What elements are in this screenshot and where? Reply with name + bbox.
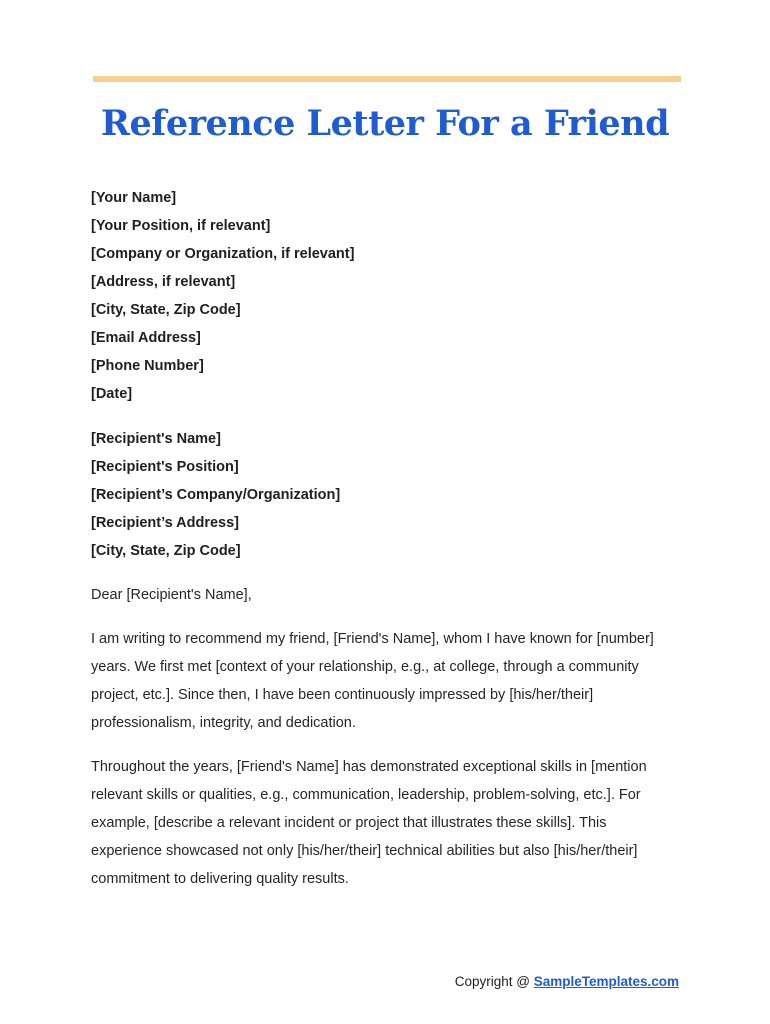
paragraph-1-line: I am writing to recommend my friend, [Friend's Name], whom I have known for [number] [91, 631, 654, 647]
salutation [91, 581, 691, 609]
paragraph-2-line: experience showcased not only [his/her/their] technical abilities but also [his/her/their] [91, 843, 638, 859]
letter-date: [Date] [91, 386, 133, 402]
sample-templates-link[interactable]: SampleTemplates.com [533, 974, 679, 989]
sender-city-state-zip: [City, State, Zip Code] [91, 302, 241, 318]
sender-name: [Your Name] [91, 190, 177, 206]
sender-phone: [Phone Number] [91, 358, 204, 374]
paragraph-2-line: example, [describe a relevant incident or project that illustrates these skills]. This [91, 815, 607, 831]
recipient-position: [Recipient's Position] [91, 459, 239, 475]
page-title: Reference Letter For a Friend [100, 103, 670, 144]
paragraph-1-line: project, etc.]. Since then, I have been continuously impressed by [his/her/their] [91, 687, 594, 703]
paragraph-1-line: professionalism, integrity, and dedication. [91, 715, 356, 731]
recipient-address: [Recipient’s Address] [91, 515, 239, 531]
paragraph-2 [91, 753, 691, 893]
sender-email: [Email Address] [91, 330, 201, 346]
sender-company: [Company or Organization, if relevant] [91, 246, 355, 262]
recipient-name: [Recipient's Name] [91, 431, 221, 447]
recipient-block [91, 425, 691, 565]
sender-address: [Address, if relevant] [91, 274, 236, 290]
copyright-footer [455, 972, 679, 992]
salutation-text: Dear [Recipient's Name], [91, 587, 252, 603]
paragraph-1 [91, 625, 691, 737]
sender-position: [Your Position, if relevant] [91, 218, 271, 234]
paragraph-2-line: commitment to delivering quality results. [91, 871, 349, 887]
paragraph-2-line: relevant skills or qualities, e.g., communication, leadership, problem-solving, etc.]. For [91, 787, 641, 803]
sender-block [91, 184, 691, 408]
copyright-text: Copyright @ [454, 974, 534, 989]
paragraph-1-line: years. We first met [context of your relationship, e.g., at college, through a community [91, 659, 639, 675]
recipient-city-state-zip: [City, State, Zip Code] [91, 543, 241, 559]
paragraph-2-line: Throughout the years, [Friend's Name] has demonstrated exceptional skills in [mention [91, 759, 647, 775]
recipient-company: [Recipient’s Company/Organization] [91, 487, 341, 503]
top-accent-bar [93, 76, 681, 82]
